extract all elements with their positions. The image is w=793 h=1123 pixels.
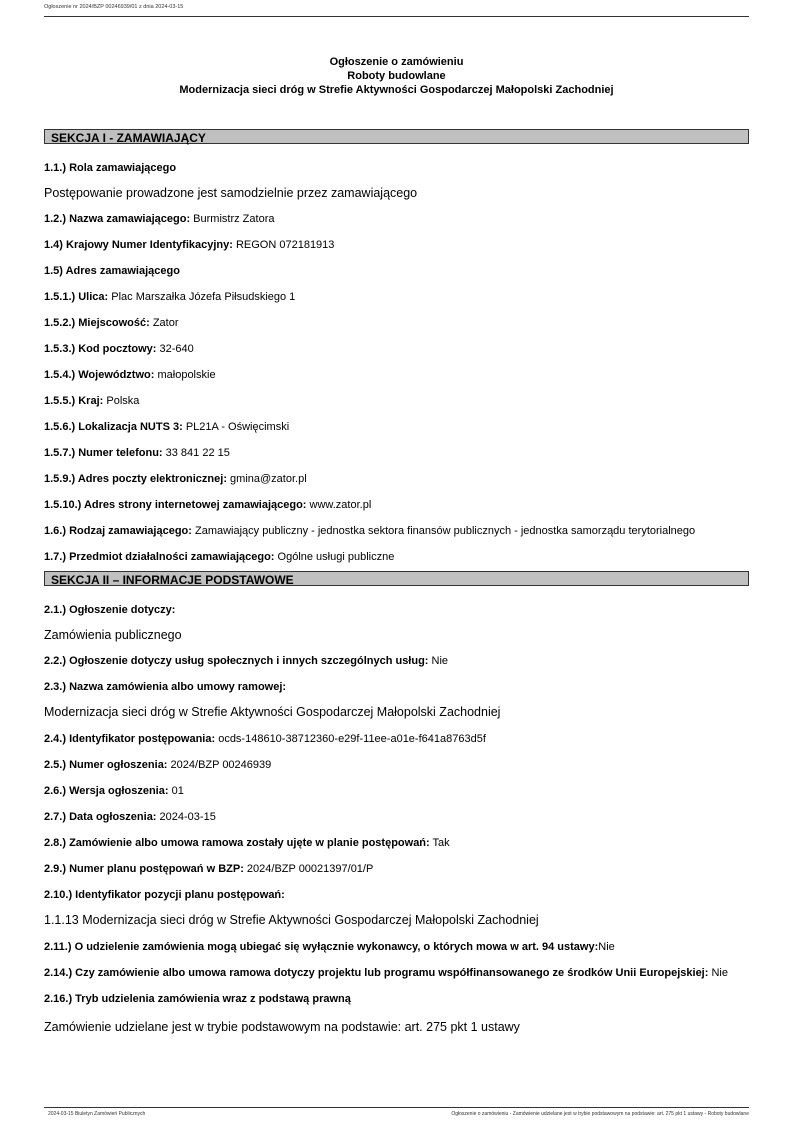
field-row	[44, 446, 749, 460]
field-label: 2.3.) Nazwa zamówienia albo umowy ramowej:	[44, 681, 287, 693]
field-row	[44, 784, 749, 798]
section-1-fields	[44, 161, 749, 564]
field-label: 1.1.) Rola zamawiającego	[44, 162, 177, 174]
field-row	[44, 212, 749, 226]
footer-right: Ogłoszenie o zamówieniu - Zamówienie udzielane jest w trybie podstawowym na podstawie: art. 275 pkt 1 ustawy - Roboty budowlane	[451, 1111, 749, 1117]
field-label: 1.5.6.) Lokalizacja NUTS 3:	[44, 421, 183, 433]
field-row	[44, 316, 749, 330]
field-label: 1.2.) Nazwa zamawiającego:	[44, 213, 191, 225]
field-value: REGON 072181913	[232, 239, 335, 251]
field-value: 32-640	[156, 343, 194, 355]
title-line-2: Roboty budowlane	[347, 70, 446, 82]
field-text: Zamówienia publicznego	[44, 628, 182, 642]
content	[44, 129, 749, 1035]
field-value: gmina@zator.pl	[226, 473, 307, 485]
field-value: 2024/BZP 00021397/01/P	[243, 863, 374, 875]
field-label: 2.14.) Czy zamówienie albo umowa ramowa dotyczy projektu lub programu współfinansowanego ze środków Unii Europejskiej:	[44, 967, 709, 979]
field-row	[44, 862, 749, 876]
field-label: 2.10.) Identyfikator pozycji planu postępowań:	[44, 889, 285, 901]
field-row	[44, 394, 749, 408]
document-title	[44, 55, 749, 97]
field-row	[44, 342, 749, 356]
field-label: 1.5.2.) Miejscowość:	[44, 317, 150, 329]
field-value: Polska	[103, 395, 140, 407]
field-label: 2.8.) Zamówienie albo umowa ramowa zostały ujęte w planie postępowań:	[44, 837, 430, 849]
header-text: Ogłoszenie nr 2024/BZP 00246939/01 z dnia 2024-03-15	[44, 4, 184, 10]
field-label: 2.4.) Identyfikator postępowania:	[44, 733, 216, 745]
section-1-heading: SEKCJA I - ZAMAWIAJĄCY	[44, 129, 749, 144]
field-value: Zator	[149, 317, 179, 329]
field-value: 2024-03-15	[156, 811, 216, 823]
field-row	[44, 498, 749, 512]
footer-left: 2024-03-15 Biuletyn Zamówień Publicznych	[48, 1111, 146, 1117]
field-row	[44, 680, 749, 694]
field-value: 01	[168, 785, 184, 797]
field-value: Zamawiający publiczny - jednostka sektora finansów publicznych - jednostka samorządu terytorialnego	[191, 525, 696, 537]
field-row	[44, 161, 749, 175]
title-line-1: Ogłoszenie o zamówieniu	[329, 56, 464, 68]
field-row	[44, 264, 749, 278]
field-value: 33 841 22 15	[162, 447, 230, 459]
field-label: 1.5.1.) Ulica:	[44, 291, 109, 303]
field-label: 2.16.) Tryb udzielenia zamówienia wraz z podstawą prawną	[44, 993, 351, 1005]
field-value: Plac Marszałka Józefa Piłsudskiego 1	[108, 291, 296, 303]
field-row	[44, 238, 749, 252]
page-footer	[44, 1107, 749, 1117]
section-2-heading: SEKCJA II – INFORMACJE PODSTAWOWE	[44, 571, 749, 586]
field-text: Modernizacja sieci dróg w Strefie Aktywności Gospodarczej Małopolski Zachodniej	[44, 705, 501, 719]
field-label: 1.7.) Przedmiot działalności zamawiającego:	[44, 551, 275, 563]
field-value: Burmistrz Zatora	[190, 213, 275, 225]
field-label: 1.6.) Rodzaj zamawiającego:	[44, 525, 192, 537]
field-row	[44, 603, 749, 617]
field-text: Zamówienie udzielane jest w trybie podstawowym na podstawie: art. 275 pkt 1 ustawy	[44, 1020, 520, 1034]
field-label: 2.2.) Ogłoszenie dotyczy usług społecznych i innych szczególnych usług:	[44, 655, 429, 667]
field-value: 2024/BZP 00246939	[167, 759, 272, 771]
field-row	[44, 472, 749, 486]
field-row	[44, 524, 749, 538]
field-label: 1.5) Adres zamawiającego	[44, 265, 180, 277]
field-row	[44, 550, 749, 564]
field-row	[44, 290, 749, 304]
field-label: 2.9.) Numer planu postępowań w BZP:	[44, 863, 244, 875]
field-row	[44, 732, 749, 746]
field-row	[44, 992, 749, 1006]
field-value: Nie	[708, 967, 728, 979]
field-label: 2.11.) O udzielenie zamówienia mogą ubiegać się wyłącznie wykonawcy, o których mowa w art. 94 ustawy:	[44, 941, 599, 953]
field-label: 1.5.7.) Numer telefonu:	[44, 447, 163, 459]
field-row	[44, 810, 749, 824]
field-text: 1.1.13 Modernizacja sieci dróg w Strefie Aktywności Gospodarczej Małopolski Zachodniej	[44, 913, 539, 927]
field-text: Postępowanie prowadzone jest samodzielnie przez zamawiającego	[44, 186, 418, 200]
field-row	[44, 940, 749, 954]
field-label: 1.5.10.) Adres strony internetowej zamawiającego:	[44, 499, 307, 511]
field-label: 1.5.4.) Województwo:	[44, 369, 155, 381]
field-label: 2.5.) Numer ogłoszenia:	[44, 759, 168, 771]
page-header	[44, 4, 749, 17]
field-value: ocds-148610-38712360-e29f-11ee-a01e-f641a8763d5f	[215, 733, 486, 745]
field-row	[44, 836, 749, 850]
field-label: 1.5.9.) Adres poczty elektronicznej:	[44, 473, 227, 485]
field-label: 1.5.5.) Kraj:	[44, 395, 104, 407]
field-row	[44, 758, 749, 772]
field-value: PL21A - Oświęcimski	[182, 421, 290, 433]
field-value: Ogólne usługi publiczne	[274, 551, 395, 563]
field-row	[44, 654, 749, 668]
field-row	[44, 368, 749, 382]
field-value: www.zator.pl	[306, 499, 372, 511]
field-label: 2.7.) Data ogłoszenia:	[44, 811, 157, 823]
field-value: Nie	[598, 941, 615, 953]
field-row	[44, 888, 749, 902]
field-label: 1.4) Krajowy Numer Identyfikacyjny:	[44, 239, 233, 251]
field-label: 2.6.) Wersja ogłoszenia:	[44, 785, 169, 797]
field-value: małopolskie	[154, 369, 216, 381]
field-label: 1.5.3.) Kod pocztowy:	[44, 343, 157, 355]
field-label: 2.1.) Ogłoszenie dotyczy:	[44, 604, 176, 616]
field-row	[44, 966, 749, 980]
field-value: Nie	[428, 655, 449, 667]
field-value: Tak	[429, 837, 450, 849]
field-row	[44, 420, 749, 434]
title-line-3: Modernizacja sieci dróg w Strefie Aktywności Gospodarczej Małopolski Zachodniej	[179, 84, 614, 96]
section-2-fields	[44, 603, 749, 1035]
